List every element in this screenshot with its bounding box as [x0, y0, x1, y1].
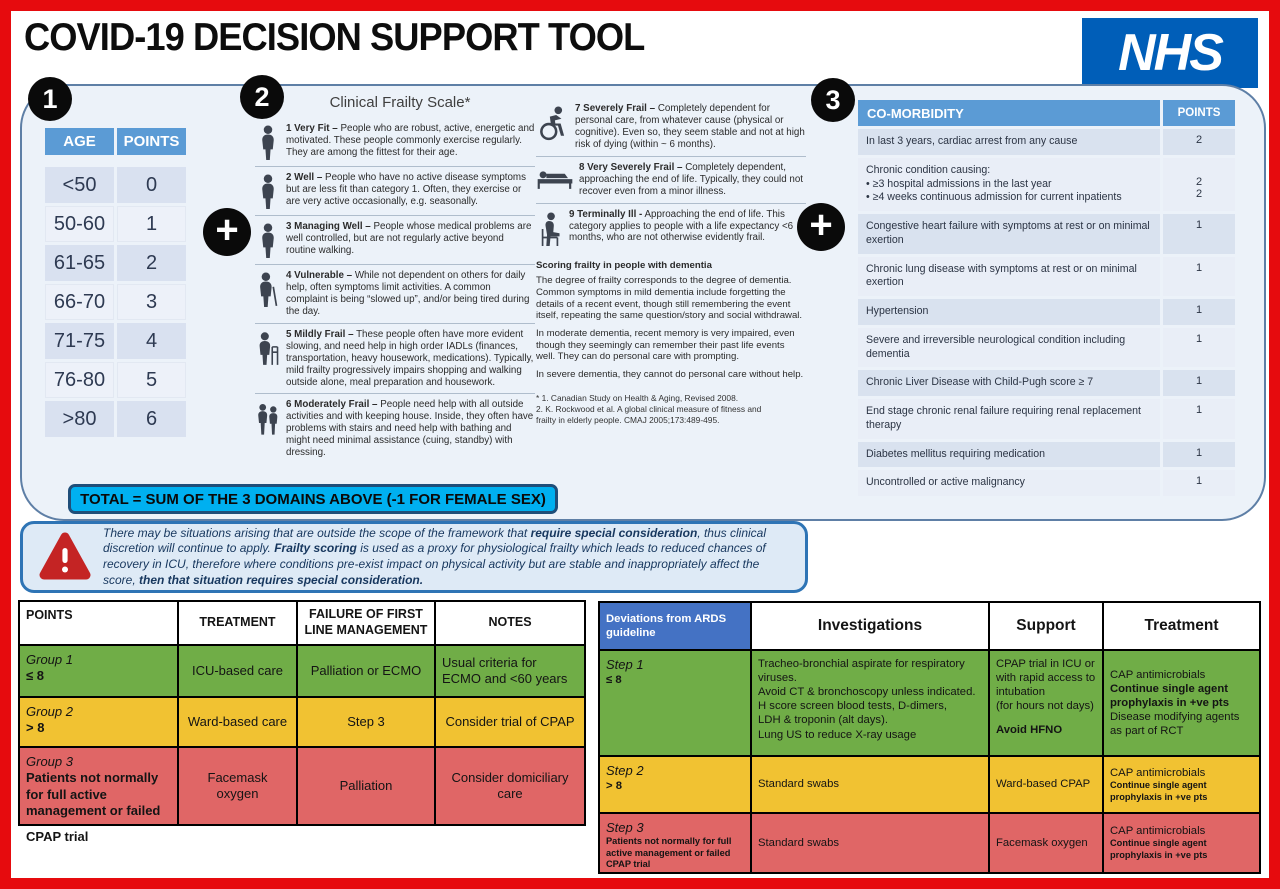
person-with-walker-icon	[255, 331, 281, 367]
frailty-scale-title: Clinical Frailty Scale*	[329, 94, 471, 111]
comorbidity-row-text: Diabetes mellitus requiring medication	[858, 442, 1160, 468]
group-3-notes-cell: Consider domiciliary care	[436, 748, 584, 824]
comorbidity-points-header: POINTS	[1163, 100, 1235, 126]
comorbidity-row-text: Chronic Liver Disease with Child-Pugh score ≥ 7	[858, 370, 1160, 396]
age-cell: 50-60	[45, 206, 114, 242]
comorbidity-row-points: 1	[1163, 299, 1235, 325]
step-2-investigations-cell: Standard swabs	[752, 757, 988, 812]
ards-deviation-table	[598, 601, 1261, 874]
frailty-desc: People who have no active disease symptoms but are less fit than category 1. Often, they exercise or are very active occasionally, e.g. seasonally.	[286, 172, 526, 207]
section-3-badge: 3	[811, 78, 855, 122]
dementia-scoring-notes	[536, 260, 806, 387]
frailty-item-1	[255, 118, 535, 166]
section-1-badge: 1	[28, 77, 72, 121]
page-title: COVID-19 DECISION SUPPORT TOOL	[24, 16, 645, 59]
wheelchair-icon	[536, 105, 570, 141]
group-3-failure-cell: Palliation	[298, 748, 434, 824]
age-header: AGE	[45, 128, 114, 155]
nhs-logo-text: NHS	[1118, 24, 1222, 82]
column-header: Investigations	[752, 603, 988, 649]
group-2-treatment-cell: Ward-based care	[179, 698, 296, 746]
frailty-item-4	[255, 264, 535, 323]
frailty-label: 7 Severely Frail –	[575, 103, 656, 114]
points-cell: 2	[117, 245, 186, 281]
person-walking-icon	[255, 174, 281, 210]
comorbidity-row-text: Severe and irreversible neurological condition including dementia	[858, 328, 1160, 368]
comorbidity-row-text: Chronic condition causing: • ≥3 hospital admissions in the last year • ≥4 weeks continuous admission for current inpatients	[858, 158, 1160, 211]
column-header: FAILURE OF FIRST LINE MANAGEMENT	[298, 602, 434, 644]
group-1-treatment-cell: ICU-based care	[179, 646, 296, 696]
group-1-points-cell: Group 1 ≤ 8	[20, 646, 177, 696]
age-cell: 66-70	[45, 284, 114, 320]
group-3-points-cell: Group 3 Patients not normally for full active management or failed CPAP trial	[20, 748, 177, 824]
points-cell: 5	[117, 362, 186, 398]
age-points-header: POINTS	[117, 128, 186, 155]
dementia-heading: Scoring frailty in people with dementia	[536, 259, 712, 271]
step-2-treatment-cell: CAP antimicrobials Continue single agent prophylaxis in +ve pts	[1104, 757, 1259, 812]
group-2-notes-cell: Consider trial of CPAP	[436, 698, 584, 746]
step-2-support-cell: Ward-based CPAP	[990, 757, 1102, 812]
frailty-label: 9 Terminally Ill -	[569, 208, 643, 220]
comorbidity-table	[858, 100, 1235, 496]
age-cell: <50	[45, 167, 114, 203]
frailty-desc: While not dependent on others for daily help, often symptoms limit activities. A common complaint is being “slowed up”, and/or being tired during the day.	[286, 270, 530, 317]
ards-column-header: Deviations from ARDS guideline	[600, 603, 750, 649]
frailty-label: 8 Very Severely Frail –	[579, 161, 683, 173]
person-icon	[255, 125, 281, 161]
frailty-desc: People need help with all outside activities and with keeping house. Inside, they often have problems with stairs and need help with bathing and might need minimal assistance (cuing, standby) with dressing.	[286, 399, 534, 459]
comorbidity-row-text: End stage chronic renal failure requiring renal replacement therapy	[858, 399, 1160, 439]
group-3-treatment-cell: Facemask oxygen	[179, 748, 296, 824]
frailty-label: 6 Moderately Frail –	[286, 399, 378, 411]
points-cell: 4	[117, 323, 186, 359]
comorbidity-row-points: 1	[1163, 442, 1235, 468]
step-1-cell: Step 1 ≤ 8	[600, 651, 750, 755]
frailty-item-8	[536, 156, 806, 203]
group-1-notes-cell: Usual criteria for ECMO and <60 years	[436, 646, 584, 696]
warning-icon	[37, 531, 93, 583]
column-header: TREATMENT	[179, 602, 296, 644]
seated-person-icon	[536, 211, 564, 247]
frailty-label: 1 Very Fit –	[286, 123, 338, 134]
frailty-desc: Approaching the end of life. This category applies to people with a life expectancy <6 months, who are not otherwise evidently frail.	[569, 208, 794, 244]
comorbidity-row-text: In last 3 years, cardiac arrest from any cause	[858, 129, 1160, 155]
frailty-item-6	[255, 393, 535, 464]
step-3-support-cell: Facemask oxygen	[990, 814, 1102, 872]
dementia-paragraph: In severe dementia, they cannot do personal care without help.	[536, 369, 804, 381]
two-people-icon	[255, 401, 281, 437]
age-cell: 71-75	[45, 323, 114, 359]
frailty-label: 3 Managing Well –	[286, 221, 371, 232]
dementia-paragraph: In moderate dementia, recent memory is very impaired, even though they seemingly can remember their past life events well. They can do personal care with prompting.	[536, 328, 795, 363]
comorbidity-row-text: Chronic lung disease with symptoms at rest or on minimal exertion	[858, 257, 1160, 297]
frailty-desc: People who are robust, active, energetic and motivated. These people commonly exercise regularly. They are among the fittest for their age.	[286, 123, 535, 158]
group-2-failure-cell: Step 3	[298, 698, 434, 746]
frailty-item-9	[536, 203, 806, 252]
frailty-label: 4 Vulnerable –	[286, 270, 353, 281]
frailty-desc: People whose medical problems are well controlled, but are not regularly active beyond routine walking.	[286, 221, 532, 256]
comorbidity-row-points: 1	[1163, 214, 1235, 254]
frailty-column-left	[255, 118, 535, 464]
step-1-treatment-cell: CAP antimicrobials Continue single agent prophylaxis in +ve pts Disease modifying agents as part of RCT	[1104, 651, 1259, 755]
group-2-points-cell: Group 2 > 8	[20, 698, 177, 746]
plus-icon: +	[797, 203, 845, 251]
person-with-cane-icon	[255, 272, 281, 308]
age-points-table	[45, 128, 186, 437]
points-cell: 3	[117, 284, 186, 320]
step-1-investigations-cell: Tracheo-bronchial aspirate for respiratory viruses. Avoid CT & bronchoscopy unless indicated. H score screen blood tests, D-dimers, LDH & troponin (alt days). Lung US to reduce X-ray usage	[752, 651, 988, 755]
step-3-investigations-cell: Standard swabs	[752, 814, 988, 872]
comorbidity-row-points: 1	[1163, 470, 1235, 496]
age-cell: 61-65	[45, 245, 114, 281]
special-consideration-warning	[20, 521, 808, 593]
comorbidity-row-text: Uncontrolled or active malignancy	[858, 470, 1160, 496]
comorbidity-row-points: 1	[1163, 328, 1235, 368]
frailty-item-7	[536, 98, 806, 156]
warning-text: There may be situations arising that are outside the scope of the framework that require special consideration, thus clinical discretion will continue to apply. Frailty scoring is used as a proxy for physiological frailty which leads to reduced chances of recovery in ICU, therefore where conditions pre-exist impact on physical activity but are stable and inappropriately affect the score, then that situation requires special consideration.	[103, 525, 766, 587]
plus-icon: +	[203, 208, 251, 256]
points-cell: 6	[117, 401, 186, 437]
step-3-cell: Step 3 Patients not normally for full active management or failed CPAP trial	[600, 814, 750, 872]
frailty-item-2	[255, 166, 535, 215]
step-2-cell: Step 2 > 8	[600, 757, 750, 812]
frailty-label: 5 Mildly Frail –	[286, 328, 354, 340]
column-header: POINTS	[20, 602, 177, 644]
comorbidity-header: CO-MORBIDITY	[858, 100, 1160, 126]
comorbidity-row-points: 1	[1163, 257, 1235, 297]
comorbidity-row-points: 1	[1163, 399, 1235, 439]
comorbidity-row-text: Hypertension	[858, 299, 1160, 325]
frailty-column-right	[536, 98, 806, 426]
person-icon	[255, 223, 281, 259]
age-cell: >80	[45, 401, 114, 437]
frailty-item-5	[255, 323, 535, 394]
frailty-desc: These people often have more evident slowing, and need help in high order IADLs (finances, transportation, heavy housework, medications). Typically, mild frailty progressively impairs shopping and walking outside alone, meal preparation and housework.	[286, 328, 534, 388]
bed-icon	[536, 164, 574, 190]
total-score-banner: TOTAL = SUM OF THE 3 DOMAINS ABOVE (-1 FOR FEMALE SEX)	[68, 484, 558, 514]
column-header: Treatment	[1104, 603, 1259, 649]
age-cell: 76-80	[45, 362, 114, 398]
comorbidity-row-points: 1	[1163, 370, 1235, 396]
comorbidity-row-text: Congestive heart failure with symptoms at rest or on minimal exertion	[858, 214, 1160, 254]
group-1-failure-cell: Palliation or ECMO	[298, 646, 434, 696]
dementia-paragraph: The degree of frailty corresponds to the degree of dementia. Common symptoms in mild dementia include forgetting the details of a recent event, though still remembering the event itself, repeating the same question/story and social withdrawal.	[536, 275, 803, 322]
step-3-treatment-cell: CAP antimicrobials Continue single agent prophylaxis in +ve pts	[1104, 814, 1259, 872]
frailty-label: 2 Well –	[286, 172, 323, 183]
comorbidity-row-points: 2 2	[1163, 158, 1235, 211]
column-header: NOTES	[436, 602, 584, 644]
points-cell: 1	[117, 206, 186, 242]
frailty-desc: Completely dependent for personal care, from whatever cause (physical or cognitive). Even so, they seem stable and not at high risk of dying (within ~ 6 months).	[575, 103, 805, 150]
nhs-logo	[1082, 18, 1258, 88]
points-treatment-table	[18, 600, 586, 844]
column-header: Support	[990, 603, 1102, 649]
frailty-desc: Completely dependent, approaching the end of life. Typically, they could not recover even from a minor illness.	[579, 161, 804, 197]
frailty-item-3	[255, 215, 535, 264]
points-cell: 0	[117, 167, 186, 203]
section-2-badge: 2	[240, 75, 284, 119]
step-1-support-cell: CPAP trial in ICU or with rapid access to intubation (for hours not days) Avoid HFNO	[990, 651, 1102, 755]
comorbidity-row-points: 2	[1163, 129, 1235, 155]
frailty-footnote: * 1. Canadian Study on Health & Aging, Revised 2008. 2. K. Rockwood et al. A global clinical measure of fitness and frailty in elderly people. CMAJ 2005;173:489-495.	[536, 392, 762, 425]
